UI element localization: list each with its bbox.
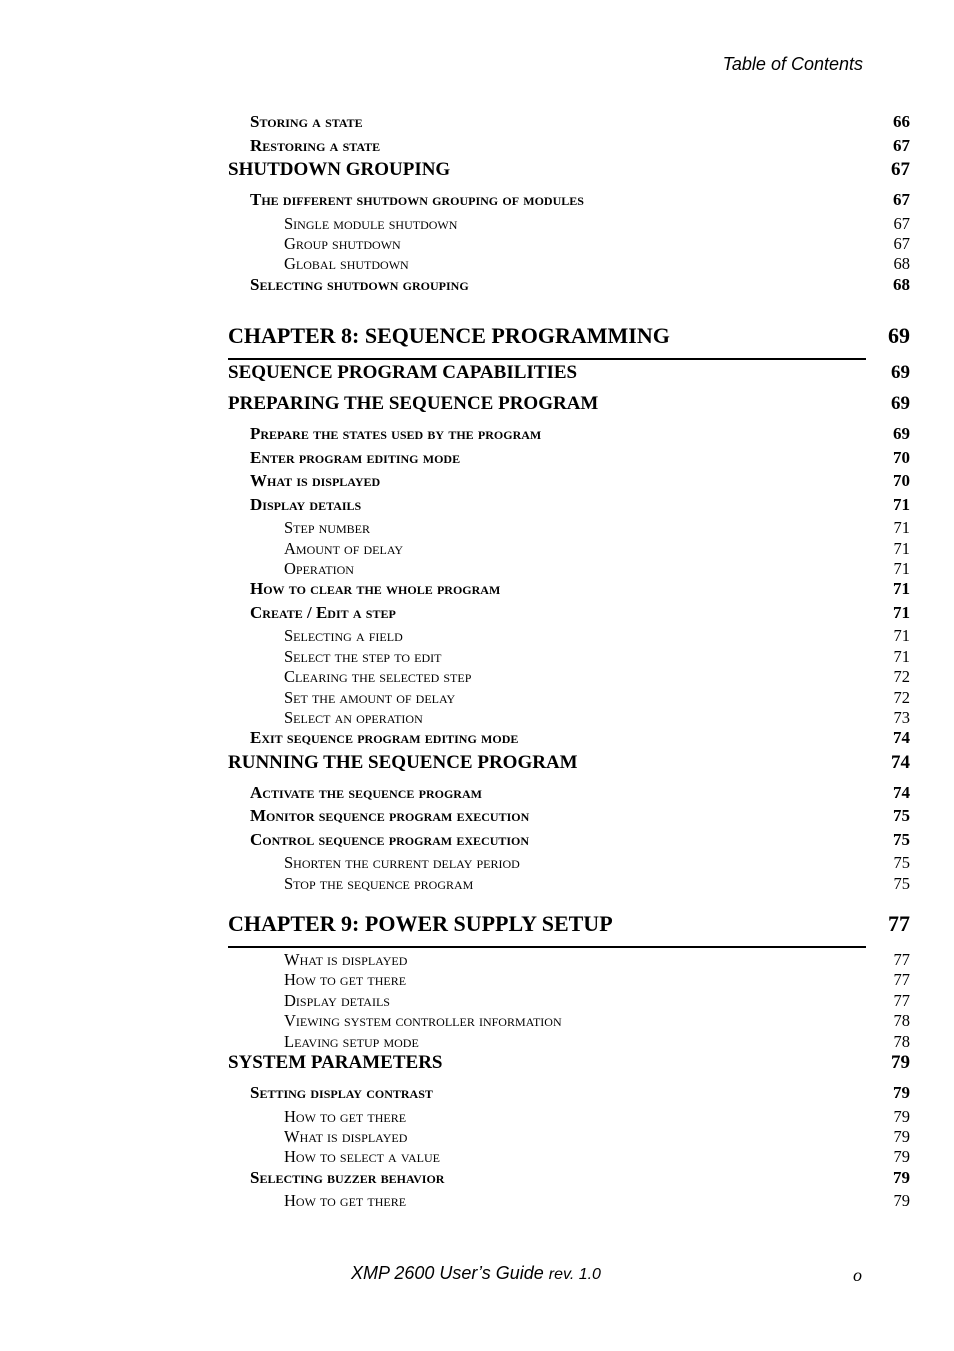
toc-entry-title: Amount of delay <box>284 538 404 558</box>
toc-entry-title: Display details <box>250 494 362 514</box>
toc-entry-title: Viewing system controller information <box>284 1011 562 1031</box>
toc-entry-page: 71 <box>893 558 910 578</box>
toc-subsubsection[interactable] <box>228 1191 910 1211</box>
toc-entry-title: How to get there <box>284 1191 407 1211</box>
toc-subsubsection[interactable] <box>228 254 910 274</box>
toc-entry-page: 74 <box>893 782 910 802</box>
toc-entry-title: Group shutdown <box>284 233 401 253</box>
toc-entry-page: 71 <box>893 646 910 666</box>
toc-entry-page: 71 <box>893 626 910 646</box>
toc-entry-title: Monitor sequence program execution <box>250 806 530 826</box>
toc-entry-page: 71 <box>893 538 910 558</box>
toc-entry-title: Display details <box>284 990 390 1010</box>
toc-subsection[interactable] <box>228 448 910 472</box>
toc-subsection[interactable] <box>228 190 910 214</box>
toc-entry-page: 67 <box>893 213 910 233</box>
toc-entry-page: 71 <box>893 602 910 622</box>
toc-entry-page: 77 <box>888 911 910 937</box>
toc-entry-page: 79 <box>893 1191 910 1211</box>
footer-guide-title: XMP 2600 User’s Guide <box>351 1263 544 1283</box>
toc-section[interactable] <box>228 752 910 783</box>
toc-entry-page: 66 <box>893 112 910 131</box>
toc-entry-title: CHAPTER 9: POWER SUPPLY SETUP <box>228 911 613 937</box>
toc-subsubsection[interactable] <box>228 1107 910 1127</box>
toc-entry-title: Activate the sequence program <box>250 782 482 802</box>
running-header: Table of Contents <box>722 54 863 74</box>
toc-subsection[interactable] <box>228 424 910 448</box>
toc-entry-title: How to select a value <box>284 1147 440 1167</box>
toc-entry-title: Leaving setup mode <box>284 1031 419 1051</box>
toc-subsubsection[interactable] <box>228 1147 910 1167</box>
toc-subsubsection[interactable] <box>228 1032 910 1052</box>
footer-title <box>351 1263 601 1284</box>
toc-subsubsection[interactable] <box>228 1127 910 1147</box>
toc-entry-title: Setting display contrast <box>250 1083 433 1103</box>
toc-entry-page: 70 <box>893 447 910 467</box>
toc-entry-page: 74 <box>893 728 910 748</box>
toc-entry-page: 67 <box>893 233 910 253</box>
toc-entry-title: Selecting a field <box>284 626 403 646</box>
toc-subsubsection[interactable] <box>228 688 910 708</box>
toc-entry-title: CHAPTER 8: SEQUENCE PROGRAMMING <box>228 323 670 349</box>
toc-entry-title: The different shutdown grouping of modules <box>250 190 584 209</box>
toc-subsubsection[interactable] <box>228 708 910 728</box>
toc-entry-title: Single module shutdown <box>284 213 458 233</box>
toc-subsubsection[interactable] <box>228 970 910 990</box>
toc-subsection[interactable] <box>228 1083 910 1107</box>
toc-entry-page: 79 <box>893 1167 910 1187</box>
footer-revision: rev. 1.0 <box>548 1266 601 1283</box>
toc-entry-page: 70 <box>893 471 910 491</box>
toc-entry-title: Set the amount of delay <box>284 687 456 707</box>
toc-entry-title: Enter program editing mode <box>250 447 461 467</box>
toc-entry-page: 72 <box>893 687 910 707</box>
toc-entry-page: 67 <box>893 190 910 209</box>
toc-subsection[interactable] <box>228 471 910 495</box>
toc-subsection[interactable] <box>228 136 910 160</box>
toc-subsubsection[interactable] <box>228 539 910 559</box>
toc-entry-page: 73 <box>893 707 910 727</box>
toc-subsubsection[interactable] <box>228 853 910 873</box>
toc-section[interactable] <box>228 362 910 393</box>
table-of-contents <box>228 112 910 1212</box>
toc-entry-page: 75 <box>893 829 910 849</box>
toc-subsection[interactable] <box>228 495 910 519</box>
toc-entry-title: Select an operation <box>284 707 423 727</box>
toc-entry-page: 68 <box>893 274 910 294</box>
toc-entry-page: 71 <box>893 494 910 514</box>
toc-section[interactable] <box>228 1052 910 1083</box>
toc-entry-title: Create / Edit a step <box>250 602 396 622</box>
toc-subsection[interactable] <box>228 579 910 603</box>
toc-entry-title: Exit sequence program editing mode <box>250 728 519 748</box>
toc-entry-title: How to get there <box>284 970 407 990</box>
toc-entry-page: 69 <box>888 323 910 349</box>
toc-subsection[interactable] <box>228 275 910 299</box>
toc-entry-title: What is displayed <box>284 950 408 970</box>
toc-entry-page: 79 <box>893 1126 910 1146</box>
toc-subsection[interactable] <box>228 728 910 752</box>
toc-subsubsection[interactable] <box>228 991 910 1011</box>
toc-entry-page: 69 <box>891 362 910 384</box>
toc-entry-title: Selecting shutdown grouping <box>250 274 469 294</box>
toc-subsubsection[interactable] <box>228 667 910 687</box>
toc-entry-page: 72 <box>893 667 910 687</box>
toc-spacer <box>228 298 910 310</box>
toc-entry-page: 69 <box>893 424 910 444</box>
toc-entry-page: 77 <box>893 970 910 990</box>
toc-section[interactable] <box>228 393 910 424</box>
toc-subsubsection[interactable] <box>228 1011 910 1031</box>
toc-entry-title: Select the step to edit <box>284 646 442 666</box>
toc-chapter[interactable] <box>228 310 910 362</box>
page-number: o <box>853 1265 862 1285</box>
toc-entry-title: SHUTDOWN GROUPING <box>228 159 451 180</box>
toc-entry-title: Restoring a state <box>250 135 381 155</box>
toc-entry-page: 77 <box>893 990 910 1010</box>
toc-entry-title: Selecting buzzer behavior <box>250 1167 445 1187</box>
toc-entry-page: 79 <box>891 1052 910 1074</box>
toc-entry-title: Prepare the states used by the program <box>250 424 542 444</box>
toc-subsubsection[interactable] <box>228 214 910 234</box>
toc-entry-page: 71 <box>893 579 910 599</box>
toc-entry-title: SYSTEM PARAMETERS <box>228 1052 443 1074</box>
toc-entry-title: SEQUENCE PROGRAM CAPABILITIES <box>228 362 578 384</box>
toc-chapter[interactable] <box>228 898 910 950</box>
toc-subsubsection[interactable] <box>228 559 910 579</box>
toc-entry-title: What is displayed <box>250 471 381 491</box>
toc-entry-page: 69 <box>891 393 910 415</box>
toc-subsection[interactable] <box>228 112 910 136</box>
toc-entry-title: Global shutdown <box>284 254 409 274</box>
toc-entry-page: 77 <box>893 950 910 970</box>
toc-entry-title: What is displayed <box>284 1126 408 1146</box>
toc-subsubsection[interactable] <box>228 874 910 894</box>
toc-subsubsection[interactable] <box>228 950 910 970</box>
toc-entry-title: Control sequence program execution <box>250 829 530 849</box>
toc-entry-page: 67 <box>891 159 910 180</box>
toc-entry-page: 68 <box>893 254 910 274</box>
toc-entry-title: RUNNING THE SEQUENCE PROGRAM <box>228 751 578 773</box>
toc-entry-title: Shorten the current delay period <box>284 853 520 873</box>
toc-subsection[interactable] <box>228 806 910 830</box>
toc-subsubsection[interactable] <box>228 234 910 254</box>
toc-entry-page: 75 <box>893 873 910 893</box>
toc-subsection[interactable] <box>228 1168 910 1192</box>
toc-entry-page: 74 <box>891 751 910 773</box>
toc-entry-page: 71 <box>893 518 910 538</box>
toc-subsection[interactable] <box>228 830 910 854</box>
toc-section[interactable] <box>228 159 910 190</box>
toc-subsection[interactable] <box>228 603 910 627</box>
toc-entry-page: 75 <box>893 806 910 826</box>
toc-entry-page: 78 <box>893 1011 910 1031</box>
toc-entry-title: Storing a state <box>250 112 363 131</box>
toc-subsubsection[interactable] <box>228 647 910 667</box>
toc-entry-page: 75 <box>893 853 910 873</box>
toc-entry-title: Stop the sequence program <box>284 873 474 893</box>
toc-entry-page: 79 <box>893 1106 910 1126</box>
toc-subsection[interactable] <box>228 783 910 807</box>
toc-entry-title: How to clear the whole program <box>250 579 501 599</box>
toc-entry-title: Operation <box>284 558 354 578</box>
toc-entry-title: Clearing the selected step <box>284 667 472 687</box>
toc-entry-page: 67 <box>893 135 910 155</box>
toc-entry-page: 78 <box>893 1031 910 1051</box>
toc-entry-title: How to get there <box>284 1106 407 1126</box>
toc-entry-page: 79 <box>893 1147 910 1167</box>
toc-subsubsection[interactable] <box>228 518 910 538</box>
toc-entry-title: PREPARING THE SEQUENCE PROGRAM <box>228 393 599 415</box>
toc-entry-title: Step number <box>284 518 370 538</box>
toc-entry-page: 79 <box>893 1083 910 1103</box>
toc-subsubsection[interactable] <box>228 626 910 646</box>
